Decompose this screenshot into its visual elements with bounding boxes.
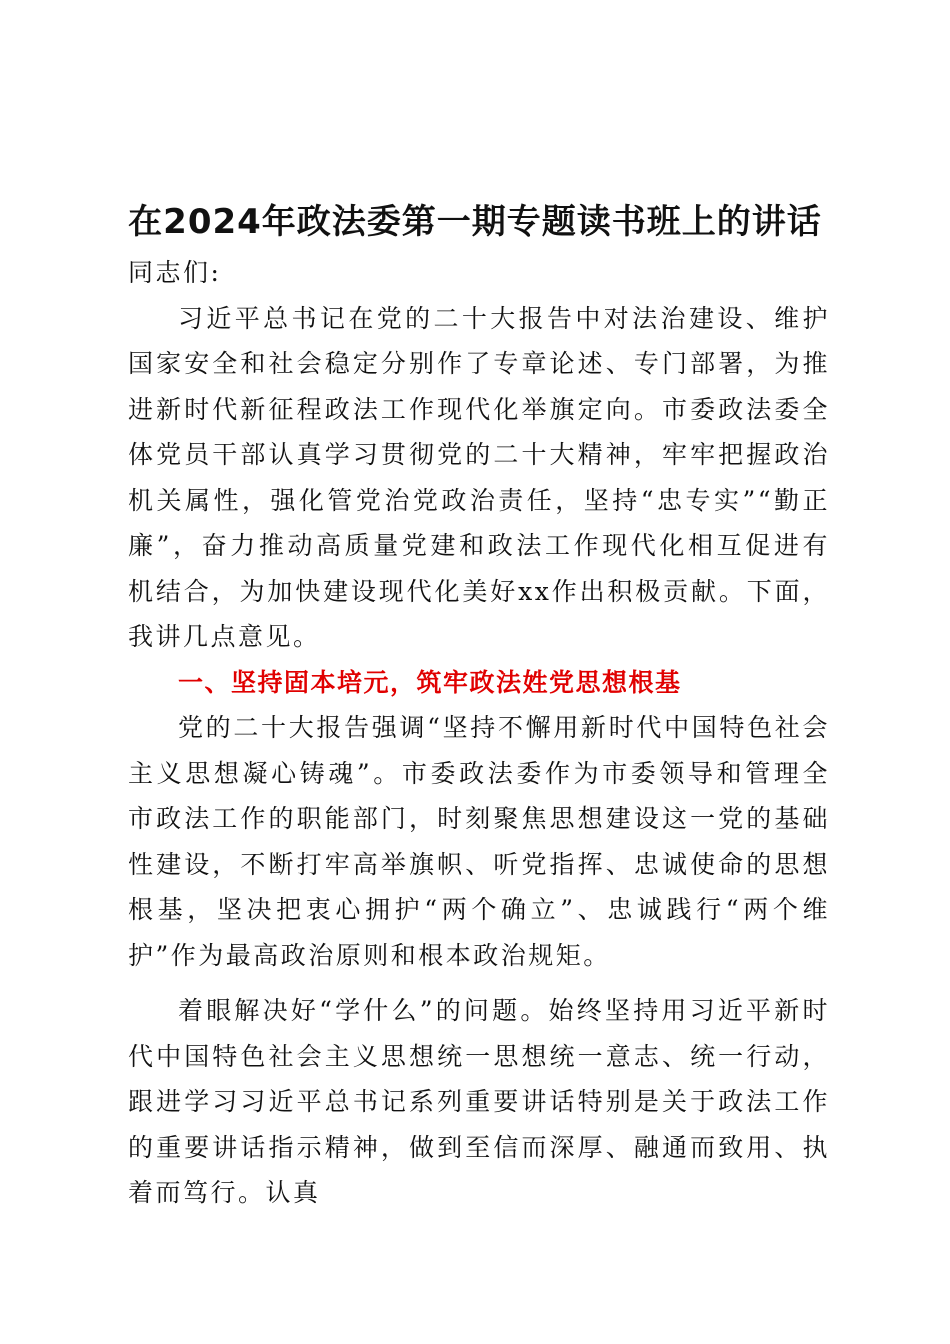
paragraph-section-1: 党的二十大报告强调“坚持不懈用新时代中国特色社会主义思想凝心铸魂”。市委政法委作为市委领导和管理全市政法工作的职能部门，时刻聚焦思想建设这一党的基础性建设，不断打牢高举旗帜、听党指挥、忠诚使命的思想根基，坚决把衷心拥护“两个确立”、忠诚践行“两个维护”作为最高政治原则和根本政治规矩。 [128, 713, 830, 970]
document-body [128, 250, 830, 1216]
paragraph-spacer [128, 978, 830, 988]
paragraph-intro: 习近平总书记在党的二十大报告中对法治建设、维护国家安全和社会稳定分别作了专章论述、专门部署，为推进新时代新征程政法工作现代化举旗定向。市委政法委全体党员干部认真学习贯彻党的二十大精神，牢牢把握政治机关属性，强化管党治党政治责任，坚持“忠专实”“勤正廉”，奋力推动高质量党建和政法工作现代化相互促进有机结合，为加快建设现代化美好xx作出积极贡献。下面，我讲几点意见。 [128, 303, 830, 651]
salutation: 同志们: [128, 258, 222, 287]
section-heading-1: 一、坚持固本培元，筑牢政法姓党思想根基 [178, 667, 682, 697]
paragraph-learning: 着眼解决好“学什么”的问题。始终坚持用习近平新时代中国特色社会主义思想统一思想统一意志、统一行动，跟进学习习近平总书记系列重要讲话特别是关于政法工作的重要讲话指示精神，做到至信而深厚、融通而致用、执着而笃行。认真 [128, 996, 830, 1207]
document-title: 在2024年政法委第一期专题读书班上的讲话 [128, 202, 822, 242]
